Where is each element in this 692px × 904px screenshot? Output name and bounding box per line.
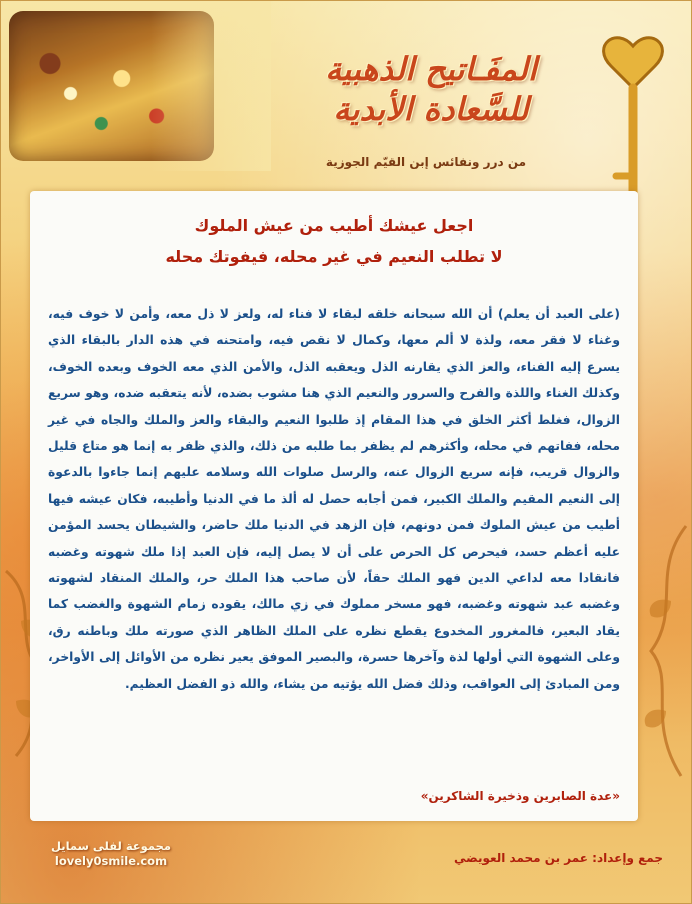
source-citation: «عدة الصابرين وذخيرة الشاكرين» [420,789,620,803]
headline-primary: اجعل عيشك أطيب من عيش الملوك [194,216,474,235]
page-title [296,49,566,129]
author-credit: جمع وإعداد: عمر بن محمد العويضي [453,851,663,865]
site-brand[interactable] [41,839,181,869]
title-line-1: المفَـاتيح الذهبية [325,50,537,88]
floral-ornament-right-icon [631,521,692,781]
content-panel [30,191,638,821]
brand-name: مجموعة لفلى سمايل [50,839,171,853]
title-line-2: للسَّعادة الأبدية [333,90,529,128]
body-paragraph [48,301,620,697]
chest-fade-overlay [151,1,271,171]
headline-secondary: لا تطلب النعيم في غير محله، فيفوتك محله [165,247,503,266]
body-paragraph-text: (على العبد أن يعلم) أن الله سبحانه خلقه لبقاء لا فناء له، ولعز لا ذل معه، وأمن لا خوف فيه، وغناء لا فقر معه، ولذة لا ألم معها، وكمال لا نقص فيه، وامتحنه في هذه الدار بالبقاء الذي يسرع إليه الفناء، والعز الذي يقارنه الذل ويعقبه الذل، والأمن الذي معه الخوف وبعده الخوف، وكذلك الغناء واللذة والفرح والسرور والنعيم الذي هنا مشوب بضده، لأنه يتعقبه ضده، وهو سريع الزوال، فغلط أكثر الخلق في هذا المقام إذ طلبوا النعيم والبقاء والعز والملك والجاه في غير محله، ففاتهم في محله، وأكثرهم لم يظفر بما طلبه من ذلك، والذي ظفر به إنما هو متاع قليل والزوال قريب، فإنه سريع الزوال عنه، والرسل صلوات الله وسلامه عليهم إنما جاءوا بالدعوة إلى النعيم المقيم والملك الكبير، فمن أجابه حصل له ألذ ما في الدنيا وأطيبه، فكان عيشه فيها أطيب من عيش الملوك فمن دونهم، فإن الزهد في الدنيا ملك حاضر، والشيطان يحسد المؤمن عليه أعظم حسد، فيحرص كل الحرص على أن لا يصل إليه، فإن العبد إذا ملك شهوته وغضبه فانقادا معه لداعي الدين فهو الملك حقاً، لأن صاحب هذا الملك حر، والملك المنقاد لشهوته وغضبه عبد شهوته وغضبه، فهو مسخر مملوك في زي مالك، يقوده زمام الشهوة والغضب كما يقاد البعير، فالمغرور المخدوع يقطع نظره على الملك الظاهر الذي صورته ملك وباطنه رق، وعلى الشهوة التي أولها لذة وآخرها حسرة، والبصير الموفق يعير نظره من الأوائل إلى الأواخر، ومن المبادئ إلى العواقب، وذلك فضل الله يؤتيه من يشاء، والله ذو الفضل العظيم. [48,307,620,691]
page-subtitle: من درر ونفائس إبن القيّم الجوزية [325,155,527,169]
brand-url[interactable]: lovely0smile.com [54,854,168,868]
